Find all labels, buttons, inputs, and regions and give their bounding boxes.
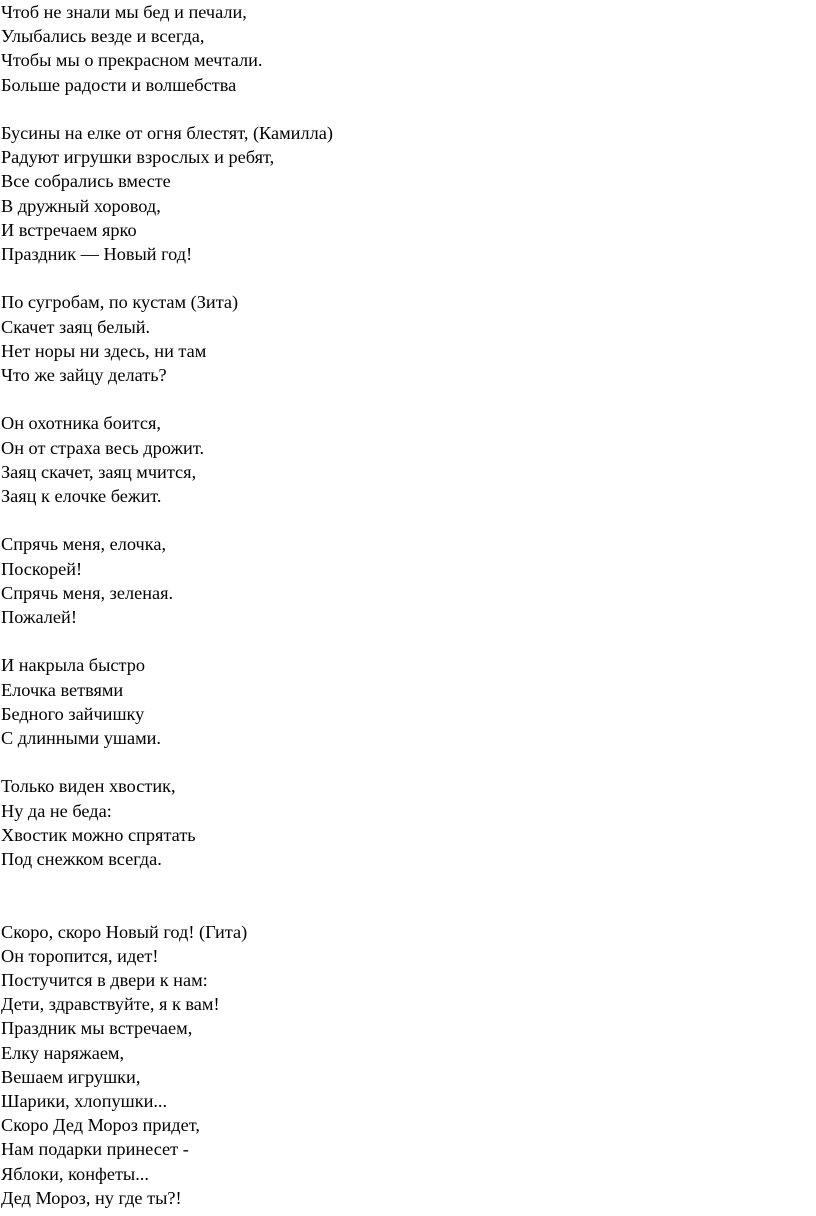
stanza-gap [1,508,811,532]
poem-line: Все собрались вместе [1,171,171,192]
poem-line: Нам подарки принесет - [1,1139,189,1160]
document-body [1,0,811,1210]
stanza-7 [1,774,811,871]
poem-line: Праздник мы встречаем, [1,1018,193,1039]
stanza-gap [1,97,811,121]
poem-line: По сугробам, по кустам (Зита) [1,292,239,313]
stanza-1 [1,0,811,97]
poem-line: Бедного зайчишку [1,703,145,724]
poem-line: Яблоки, конфеты... [1,1163,149,1184]
poem-line: Под снежком всегда. [1,849,162,870]
poem-line: Елочка ветвями [1,679,124,700]
poem-line: Скоро, скоро Новый год! (Гита) [1,921,248,942]
poem-line: И накрыла быстро [1,655,145,676]
poem-line: Он торопится, идет! [1,945,159,966]
poem-line: Праздник — Новый год! [1,244,193,265]
stanza-3 [1,290,811,387]
poem-line: Постучится в двери к нам: [1,970,208,991]
poem-line: Спрячь меня, зеленая. [1,582,174,603]
poem-line: Улыбались везде и всегда, [1,26,205,47]
poem-line: Елку наряжаем, [1,1042,125,1063]
poem-line: Пожалей! [1,607,77,628]
poem-line: Спрячь меня, елочка, [1,534,167,555]
poem-line: Радуют игрушки взрослых и ребят, [1,147,275,168]
poem-line: Хвостик можно спрятать [1,824,196,845]
poem-line: Поскорей! [1,558,83,579]
poem-line: Нет норы ни здесь, ни там [1,340,207,361]
poem-line: Больше радости и волшебства [1,74,237,95]
poem-line: Он от страха весь дрожит. [1,437,205,458]
poem-line: Дед Мороз, ну где ты?! [1,1187,182,1208]
poem-line: Бусины на елке от огня блестят, (Камилла) [1,123,333,143]
poem-line: И встречаем ярко [1,219,137,240]
poem-line: Он охотника боится, [1,413,161,434]
poem-line: Заяц скачет, заяц мчится, [1,461,197,482]
poem-line: Чтобы мы о прекрасном мечтали. [1,50,263,71]
poem-line: Чтоб не знали мы бед и печали, [1,2,247,22]
stanza-gap [1,387,811,411]
stanza-gap [1,629,811,653]
stanza-gap [1,871,811,919]
stanza-6 [1,653,811,750]
stanza-gap [1,750,811,774]
stanza-gap [1,266,811,290]
stanza-2 [1,121,811,266]
poem-line: Скачет заяц белый. [1,316,151,337]
poem-line: Шарики, хлопушки... [1,1091,168,1112]
stanza-5 [1,532,811,629]
poem-line: Вешаем игрушки, [1,1066,141,1087]
poem-line: С длинными ушами. [1,728,161,749]
poem-line: В дружный хоровод, [1,195,161,216]
poem-line: Что же зайцу делать? [1,365,167,386]
poem-line: Дети, здравствуйте, я к вам! [1,994,220,1015]
poem-line: Ну да не беда: [1,800,112,821]
stanza-8 [1,920,811,1210]
poem-line: Скоро Дед Мороз придет, [1,1115,200,1136]
stanza-4 [1,411,811,508]
poem-line: Заяц к елочке бежит. [1,486,162,507]
poem-line: Только виден хвостик, [1,776,176,797]
